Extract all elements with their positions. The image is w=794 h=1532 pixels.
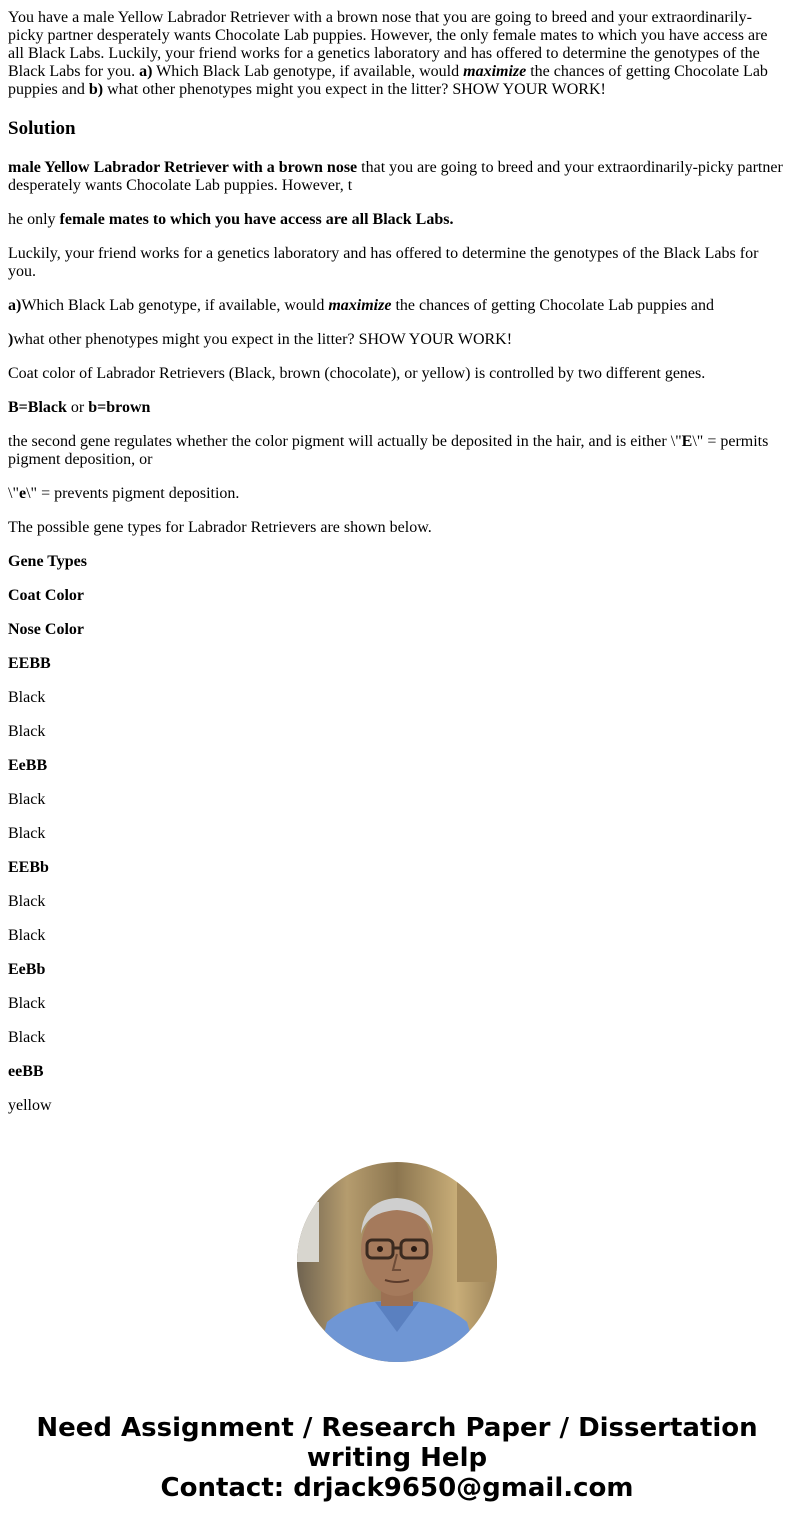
paragraph-text: the second gene regulates whether the color pigment will actually be deposited in the hair, and is either \" xyxy=(8,433,682,450)
paragraph-text: \" = prevents pigment deposition. xyxy=(26,485,240,502)
paragraph-text: \" = permits pigment deposition, or xyxy=(8,433,769,468)
solution-paragraph xyxy=(8,297,786,315)
table-cell: Black xyxy=(8,791,46,808)
part-b-marker: b) xyxy=(88,81,104,98)
gene-definition xyxy=(8,399,786,417)
question-text: You have a male Yellow Labrador Retriever with a brown nose that you are going to breed and your extraordinarily-picky partner desperately wants Chocolate Lab puppies. However, the only female mates to which you have access are all Black Labs. Luckily, your friend works for a genetics laboratory and has offered to determine the genotypes of the Black Labs for you. xyxy=(8,9,768,80)
table-header-cell: EEBB xyxy=(8,655,51,672)
table-header-cell: EeBB xyxy=(8,757,48,774)
part-a-marker: a) xyxy=(8,297,22,314)
table-header-cell: Nose Color xyxy=(8,621,84,638)
bold-text: male Yellow Labrador Retriever with a brown nose xyxy=(8,159,358,176)
solution-paragraph xyxy=(8,331,786,349)
paragraph-text: that you are going to breed and your extraordinarily-picky partner desperately wants Chocolate Lab puppies. However, t xyxy=(8,159,783,194)
table-cell: Black xyxy=(8,723,46,740)
table-header-cell: Coat Color xyxy=(8,587,84,604)
gene-b-brown: b=brown xyxy=(88,399,151,416)
table-cell: Black xyxy=(8,893,46,910)
solution-paragraph xyxy=(8,485,786,503)
table-header-cell: EEBb xyxy=(8,859,49,876)
table-cell: yellow xyxy=(8,1097,52,1114)
gene-b-black: B=Black xyxy=(8,399,67,416)
paragraph-text: or xyxy=(66,399,89,416)
question-text: what other phenotypes might you expect in the litter? SHOW YOUR WORK! xyxy=(103,81,606,98)
bold-text: female mates to which you have access are all Black Labs. xyxy=(59,211,454,228)
table-header-cell: EeBb xyxy=(8,961,46,978)
solution-paragraph: Coat color of Labrador Retrievers (Black, brown (chocolate), or yellow) is controlled by two different genes. xyxy=(8,365,706,382)
gene-type-table xyxy=(8,553,786,1115)
promo-footer xyxy=(0,1413,794,1503)
table-cell: Black xyxy=(8,995,46,1012)
paragraph-text: \" xyxy=(8,485,19,502)
paragraph-text: the chances of getting Chocolate Lab puppies and xyxy=(391,297,715,314)
solution-paragraph xyxy=(8,433,786,469)
paragraph-text: what other phenotypes might you expect in the litter? SHOW YOUR WORK! xyxy=(13,331,513,348)
promo-line: writing Help xyxy=(306,1443,488,1473)
person-portrait-icon xyxy=(297,1162,497,1362)
gene-E: E xyxy=(681,433,693,450)
part-a-marker: a) xyxy=(139,63,153,80)
table-cell: Black xyxy=(8,927,46,944)
table-cell: Black xyxy=(8,825,46,842)
avatar xyxy=(297,1162,497,1362)
gene-e: e xyxy=(18,485,27,502)
solution-paragraph xyxy=(8,159,786,195)
question-paragraph xyxy=(8,9,786,99)
question-text: the chances of getting Chocolate Lab puppies and xyxy=(8,63,768,98)
solution-paragraph xyxy=(8,211,786,229)
paragraph-text: he only xyxy=(8,211,60,228)
question-text: Which Black Lab genotype, if available, would xyxy=(152,63,464,80)
emphasis-maximize: maximize xyxy=(463,63,527,80)
table-cell: Black xyxy=(8,689,46,706)
solution-paragraph: Luckily, your friend works for a genetics laboratory and has offered to determine the genotypes of the Black Labs for you. xyxy=(8,245,759,280)
part-b-marker: ) xyxy=(8,331,14,348)
emphasis-maximize: maximize xyxy=(328,297,392,314)
table-cell: Black xyxy=(8,1029,46,1046)
solution-heading: Solution xyxy=(8,118,76,139)
table-header-cell: Gene Types xyxy=(8,553,87,570)
document-body xyxy=(0,9,794,1115)
paragraph-text: Which Black Lab genotype, if available, would xyxy=(21,297,329,314)
table-header-cell: eeBB xyxy=(8,1063,44,1080)
contact-email[interactable]: Contact: drjack9650@gmail.com xyxy=(160,1473,634,1503)
solution-paragraph: The possible gene types for Labrador Retrievers are shown below. xyxy=(8,519,432,536)
promo-line: Need Assignment / Research Paper / Dissertation xyxy=(36,1413,758,1443)
